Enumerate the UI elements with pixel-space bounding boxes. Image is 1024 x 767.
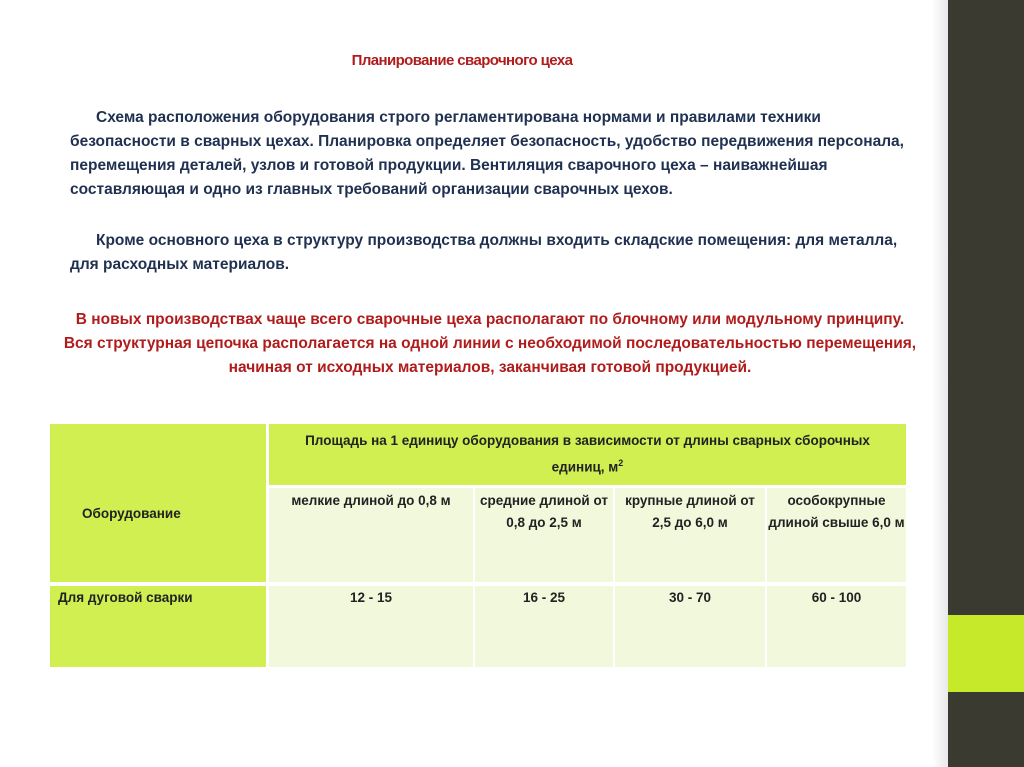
table-cell-value: 12 - 15 xyxy=(269,586,473,667)
paragraph-1 xyxy=(70,106,930,202)
paragraph-2-text: Кроме основного цеха в структуру производства должны входить складские помещения: для металла, для расходных материалов. xyxy=(70,232,898,273)
area-unit-sup: 2 xyxy=(618,458,624,468)
row-label-arc-welding: Для дуговой сварки xyxy=(50,586,266,667)
table-cell-value: 16 - 25 xyxy=(475,586,613,667)
table-cell-value: 60 - 100 xyxy=(767,586,906,667)
column-header-small: мелкие длиной до 0,8 м xyxy=(269,488,473,582)
page-edge xyxy=(932,0,948,767)
sidebar-accent-block xyxy=(948,615,1024,692)
area-header-text: Площадь на 1 единицу оборудования в зависимости от длины сварных сборочных единиц, м xyxy=(305,433,870,475)
column-header-large: крупные длиной от 2,5 до 6,0 м xyxy=(615,488,765,582)
column-header-extra-large: особокрупные длиной свыше 6,0 м xyxy=(767,488,906,582)
table-cell-value: 30 - 70 xyxy=(615,586,765,667)
page-title: Планирование сварочного цеха xyxy=(351,52,573,69)
highlight-paragraph: В новых производствах чаще всего сварочные цеха располагают по блочному или модульному принципу. Вся структурная цепочка располагается на одной линии с необходимой последовательностью перемещения, начиная от исходных материалов, заканчивая готовой продукцией. xyxy=(63,311,917,376)
paragraph-1-text: Схема расположения оборудования строго регламентирована нормами и правилами техники безопасности в сварных цехах. Планировка определяет безопасность, удобство передвижения персонала, перемещения деталей, узлов и готовой продукции. Вентиляция сварочного цеха – наиважнейшая составляющая и одно из главных требований организации сварочных цехов. xyxy=(70,109,904,198)
equipment-header: Оборудование xyxy=(50,424,266,582)
area-header xyxy=(269,424,906,485)
paragraph-2 xyxy=(70,229,930,277)
column-header-medium: средние длиной от 0,8 до 2,5 м xyxy=(475,488,613,582)
